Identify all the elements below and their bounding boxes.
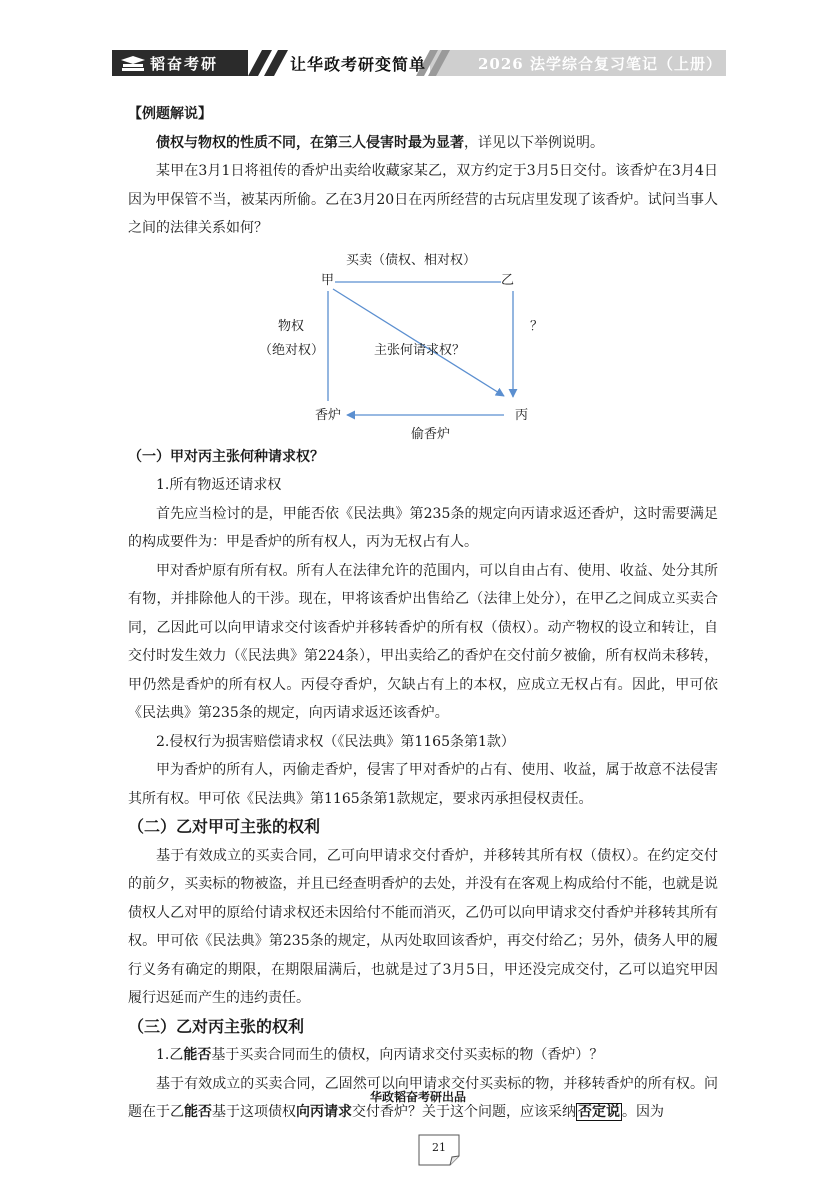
p-part-d: 。因为 xyxy=(622,1104,664,1120)
relationship-diagram xyxy=(128,243,718,443)
section-3-question xyxy=(128,1041,718,1070)
section-2-para1: 基于有效成立的买卖合同，乙可向甲请求交付香炉，并移转其所有权（债权）。在约定交付的前夕，买卖标的物被盗，并且已经查明香炉的去处，并没有在客观上构成给付不能，也就是说债权人乙对甲的原给付请求权还未因给付不能而消灭，乙仍可以向甲请求交付香炉并移转其所有权。甲可依《民法典》第235条的规定，从丙处取回该香炉，再交付给乙；另外，债务人甲的履行义务有确定的期限，在期限届满后，也就是过了3月5日，甲还没完成交付，乙可以追究甲因履行迟延而产生的违约责任。 xyxy=(128,847,718,1006)
p-part-b: 基于这项债权 xyxy=(212,1104,296,1120)
section-2-title: （二）乙对甲可主张的权利 xyxy=(128,817,321,836)
p-part-c: 交付香炉？关于这个问题，应该采纳 xyxy=(352,1104,576,1120)
section-1-sub1: 1.所有物返还请求权 xyxy=(156,477,282,493)
page-header xyxy=(112,50,726,76)
diagram-left-label-1: 物权 xyxy=(278,318,305,334)
section-1-para1: 首先应当检讨的是，甲能否依《民法典》第235条的规定向丙请求返还香炉，这时需要满足的构成要件为：甲是香炉的所有权人，丙为无权占有人。 xyxy=(128,505,718,550)
diagram-node-bing: 丙 xyxy=(515,407,529,423)
section-3-title: （三）乙对丙主张的权利 xyxy=(128,1016,305,1036)
page-number: 21 xyxy=(432,1141,446,1154)
brand-logo xyxy=(120,53,218,74)
q-part-b: 基于买卖合同而生的债权，向丙请求交付买卖标的物（香炉）？ xyxy=(211,1047,604,1063)
diagram-center-label: 主张何请求权？ xyxy=(374,342,466,358)
diagram-left-label-2: （绝对权） xyxy=(259,342,325,358)
diagram-node-jia: 甲 xyxy=(321,272,335,288)
page-number-box xyxy=(418,1134,460,1166)
p-bold-1: 能否 xyxy=(184,1104,212,1120)
intro-rest: ，详见以下举例说明。 xyxy=(464,134,604,151)
intro-paragraph xyxy=(128,129,718,158)
diagram-node-yi: 乙 xyxy=(501,272,515,288)
page-content xyxy=(128,100,718,1127)
diagram-top-label: 买卖（债权、相对权） xyxy=(346,252,477,268)
section-1-para3: 甲为香炉的所有人，丙偷走香炉，侵害了甲对香炉的占有、使用、收益，属于故意不法侵害其所有权。甲可依《民法典》第1165条第1款规定，要求丙承担侵权责任。 xyxy=(128,762,718,807)
section-1-para2: 甲对香炉原有所有权。所有人在法律允许的范围内，可以自由占有、使用、收益、处分其所有物，并排除他人的干涉。现在，甲将该香炉出售给乙（法律上处分），在甲乙之间成立买卖合同，乙因此可以向甲请求交付该香炉并移转香炉的所有权（债权）。动产物权的设立和转让，自交付时发生效力（《民法典》第224条），甲出卖给乙的香炉在交付前夕被偷，所有权尚未移转，甲仍然是香炉的所有权人。丙侵夺香炉，欠缺占有上的本权，应成立无权占有。因此，甲可依《民法典》第235条的规定，向丙请求返还该香炉。 xyxy=(128,562,718,721)
p-part-a: 基于有效成立的买卖合同，乙固然可以向甲请求交付买卖标的物，并移转香炉的所有权。问题在于乙 xyxy=(128,1075,718,1120)
header-tagline: 让华政考研变简单 xyxy=(290,55,427,74)
q-bold: 能否 xyxy=(183,1047,212,1063)
q-part-a: 1.乙 xyxy=(156,1047,184,1063)
page-footer: 华政韬奋考研出品 xyxy=(369,1090,466,1104)
p-boxed-term: 否定说 xyxy=(578,1104,620,1120)
section-1-sub2: 2.侵权行为损害赔偿请求权（《民法典》第1165条第1款） xyxy=(156,733,515,750)
book-title: 2026 法学综合复习笔记（上册） xyxy=(478,55,722,73)
diagram-node-xianglu: 香炉 xyxy=(315,407,342,423)
section-1-title: （一）甲对丙主张何种请求权？ xyxy=(128,448,324,465)
book-stack-icon xyxy=(120,55,146,73)
diagram-bottom-label: 偷香炉 xyxy=(411,426,451,442)
p-bold-2: 向丙请求 xyxy=(296,1104,352,1120)
diagram-right-label: ？ xyxy=(530,318,544,334)
brand-name: 韬奋考研 xyxy=(150,55,219,73)
section-label: 【例题解说】 xyxy=(128,106,212,122)
case-paragraph: 某甲在3月1日将祖传的香炉出卖给收藏家某乙，双方约定于3月5日交付。该香炉在3月4日因为甲保管不当，被某丙所偷。乙在3月20日在丙所经营的古玩店里发现了该香炉。试问当事人之间的法律关系如何？ xyxy=(128,163,718,236)
intro-bold: 债权与物权的性质不同，在第三人侵害时最为显著 xyxy=(156,134,464,151)
